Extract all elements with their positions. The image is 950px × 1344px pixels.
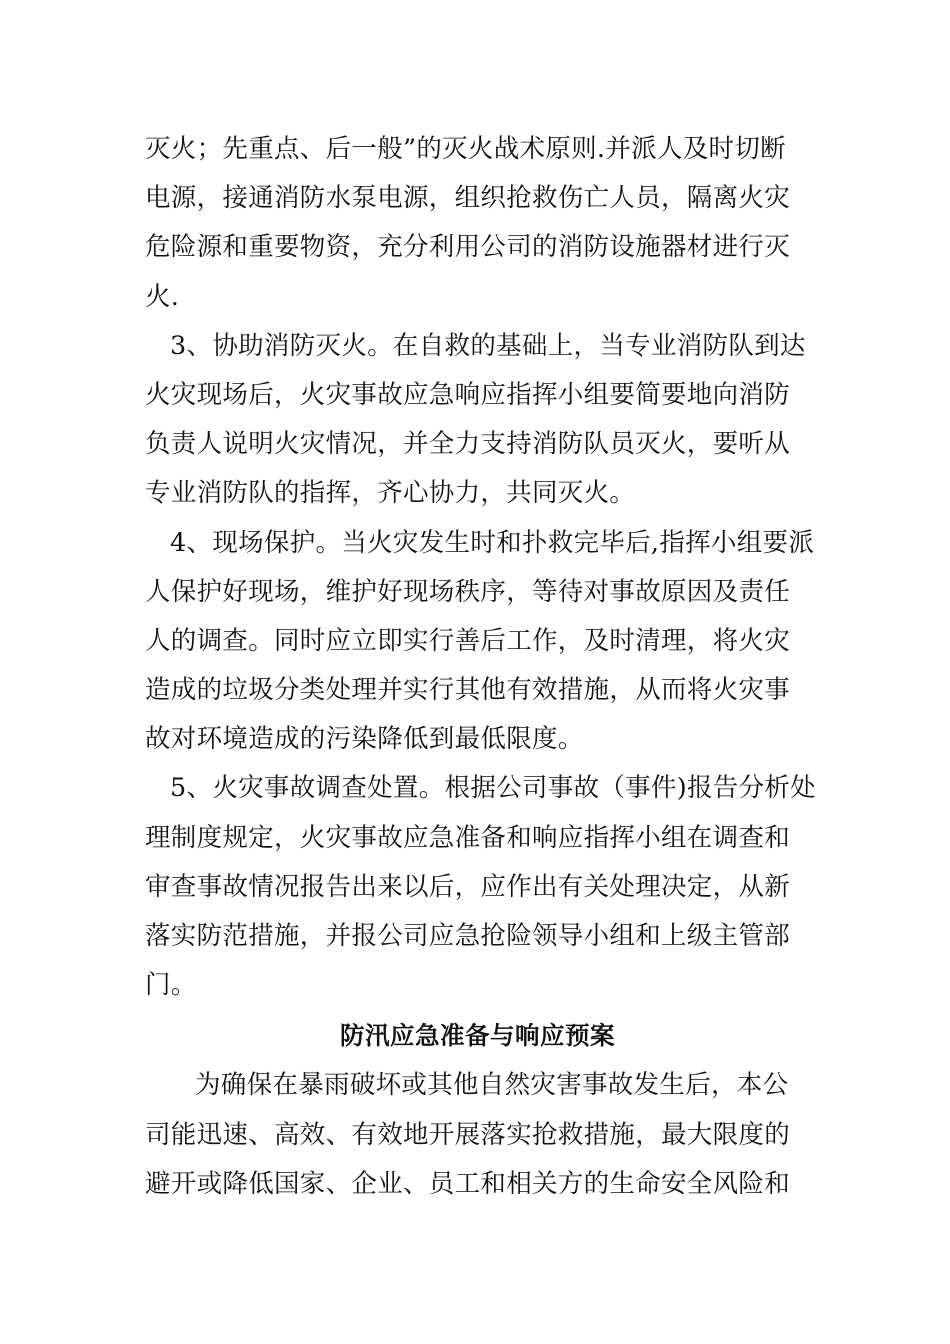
text-line: 专业消防队的指挥，齐心协力，共同灭火。: [145, 478, 636, 509]
text-line: 人的调查。同时应立即实行善后工作，及时清理，将火灾: [145, 625, 791, 656]
text-line: 危险源和重要物资，充分利用公司的消防设施器材进行灭: [145, 232, 791, 263]
text-line: 理制度规定，火灾事故应急准备和响应指挥小组在调查和: [145, 822, 791, 853]
text-line: 故对环境造成的污染降低到最低限度。: [145, 724, 584, 755]
text-line: 门。: [145, 970, 197, 1001]
paragraph-start-line: 3、协助消防灭火。在自救的基础上，当专业消防队到达: [170, 330, 806, 361]
text-line: 电源，接通消防水泵电源，组织抢救伤亡人员，隔离火灾: [145, 183, 791, 214]
paragraph-start-line: 为确保在暴雨破坏或其他自然灾害事故发生后，本公: [195, 1070, 789, 1101]
paragraph-start-line: 5、火灾事故调查处置。根据公司事故（事件)报告分析处: [170, 773, 816, 804]
text-line: 避开或降低国家、企业、员工和相关方的生命安全风险和: [145, 1168, 791, 1199]
text-line: 负责人说明火灾情况，并全力支持消防队员灭火，要听从: [145, 429, 791, 460]
text-line: 司能迅速、高效、有效地开展落实抢救措施，最大限度的: [145, 1119, 791, 1150]
text-line: 造成的垃圾分类处理并实行其他有效措施，从而将火灾事: [145, 675, 791, 706]
paragraph-start-line: 4、现场保护。当火灾发生时和扑救完毕后,指挥小组要派: [170, 527, 815, 558]
text-line: 落实防范措施，并报公司应急抢险领导小组和上级主管部: [145, 921, 791, 951]
text-line: 灭火；先重点、后一般”的灭火战术原则.并派人及时切断: [145, 134, 786, 164]
text-line: 火灾现场后，火灾事故应急响应指挥小组要简要地向消防: [145, 379, 791, 410]
section-heading: 防汛应急准备与响应预案: [340, 1021, 615, 1051]
text-line: 火.: [145, 281, 180, 312]
document-page: [145, 125, 816, 1209]
text-line: 人保护好现场，维护好现场秩序，等待对事故原因及责任: [145, 576, 791, 607]
text-line: 审查事故情况报告出来以后，应作出有关处理决定，从新: [145, 871, 791, 902]
